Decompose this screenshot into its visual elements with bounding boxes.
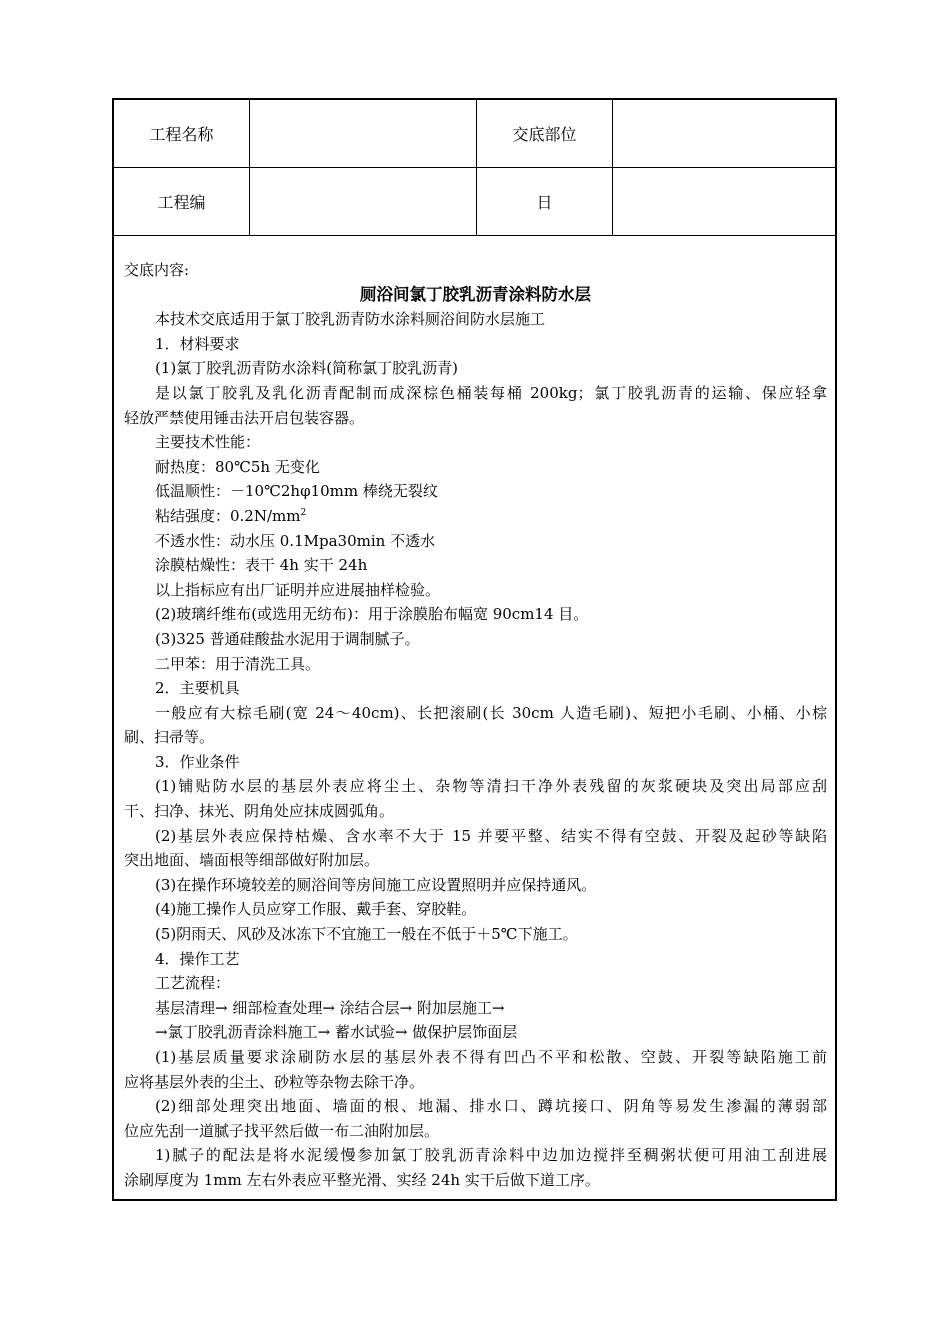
project-no-value [250,168,477,235]
handover-part-value [613,100,837,167]
section-2-heading: 2．主要机具 [155,679,240,698]
tech-bond-text: 粘结强度：0.2N/mm [155,506,301,525]
project-name-label: 工程名称 [114,100,250,167]
scope-paragraph: 本技术交底适用于氯丁胶乳沥青防水涂料厕浴间防水层施工 [155,310,546,329]
process-2-line-1: (2)细部处理突出地面、墙面的根、地漏、排水口、蹲坑接口、阴角等易发生渗漏的薄弱部 [155,1097,827,1116]
process-2-line-2: 位应先刮一道腻子找平然后做一布二油附加层。 [124,1121,440,1140]
section-3-heading: 3．作业条件 [155,752,240,771]
section-4-heading: 4．操作工艺 [155,949,240,968]
section-1-heading: 1．材料要求 [155,334,240,353]
process-3-line-2: 涂刷厚度为 1mm 左右外表应平整光滑、实经 24h 实干后做下道工序。 [124,1170,600,1189]
tech-heat-resistance: 耐热度：80℃5h 无变化 [155,457,320,476]
section-1-item-2: (2)玻璃纤维布(或选用无纺布)：用于涂膜胎布幅宽 90cm14 目。 [155,605,589,624]
process-1-line-1: (1)基层质量要求涂刷防水层的基层外表不得有凹凸不平和松散、空鼓、开裂等缺陷施工前 [155,1048,827,1066]
tech-bond-strength [124,504,827,529]
date-value [613,168,837,235]
section-1-item-3: (3)325 普通硅酸盐水泥用于调制腻子。 [155,629,420,648]
condition-3: (3)在操作环境较差的厕浴间等房间施工应设置照明并应保持通风。 [155,875,597,894]
material-description-line-1: 是以氯丁胶乳及乳化沥青配制而成深棕色桶装每桶 200kg；氯丁胶乳沥青的运输、保应轻拿 [155,383,827,402]
condition-2-line-2: 突出地面、墙面根等细部做好附加层。 [124,851,380,870]
material-description-line-2: 轻放严禁使用锤击法开启包装容器。 [124,408,365,427]
handover-part-label: 交底部位 [477,100,613,167]
document-title: 厕浴间氯丁胶乳沥青涂料防水层 [360,284,591,304]
tech-dryness: 涂膜枯燥性：表干 4h 实干 24h [155,556,368,575]
project-no-label: 工程编 [114,168,250,235]
process-1-line-2: 应将基层外表的尘土、砂粒等杂物去除干净。 [124,1072,425,1091]
tech-bond-sup: 2 [300,507,307,518]
condition-5: (5)阴雨天、风砂及冰冻下不宜施工一般在不低于＋5℃下施工。 [155,925,578,944]
section-1-item-4: 二甲苯：用于清洗工具。 [155,654,321,673]
project-name-value [250,100,477,167]
tech-note: 以上指标应有出厂证明并应进展抽样检验。 [155,580,441,599]
handover-content [114,236,835,1193]
process-3-line-1: 1)腻子的配法是将水泥缓慢参加氯丁胶乳沥青涂料中边加边搅拌至稠粥状便可用油工刮进展 [155,1146,827,1165]
tech-label: 主要技术性能： [155,433,261,452]
condition-1-line-1: (1)铺贴防水层的基层外表应将尘土、杂物等清扫干净外表残留的灰浆硬块及突出局部应刮 [155,777,827,796]
section-1-item-1: (1)氯丁胶乳沥青防水涂料(简称氯丁胶乳沥青) [155,359,458,378]
condition-2-line-1: (2)基层外表应保持枯燥、含水率不大于 15 并要平整、结实不得有空鼓、开裂及起砂等缺陷 [155,826,827,845]
header-row-1 [114,100,835,168]
process-flow-line-2: →氯丁胶乳沥青涂料施工→ 蓄水试验→ 做保护层饰面层 [155,1023,518,1042]
handover-form [112,98,837,1201]
process-flow-line-1: 基层清理→ 细部检查处理→ 涂结合层→ 附加层施工→ [155,998,505,1017]
intro-label: 交底内容: [124,261,190,279]
tech-impermeability: 不透水性：动水压 0.1Mpa30min 不透水 [155,531,436,550]
tools-line-1: 一般应有大棕毛刷(宽 24～40cm)、长把滚刷(长 30cm 人造毛刷)、短把小毛刷、小桶、小棕 [155,703,827,722]
tech-low-temp: 低温顺性：－10℃2hφ10mm 棒绕无裂纹 [155,482,438,501]
tools-line-2: 刷、扫帚等。 [124,728,215,747]
header-row-2 [114,168,835,236]
process-flow-label: 工艺流程： [155,974,231,993]
condition-1-line-2: 干、扫净、抹光、阴角处应抹成圆弧角。 [124,802,395,821]
date-label: 日 [477,168,613,235]
condition-4: (4)施工操作人员应穿工作服、戴手套、穿胶鞋。 [155,900,477,919]
